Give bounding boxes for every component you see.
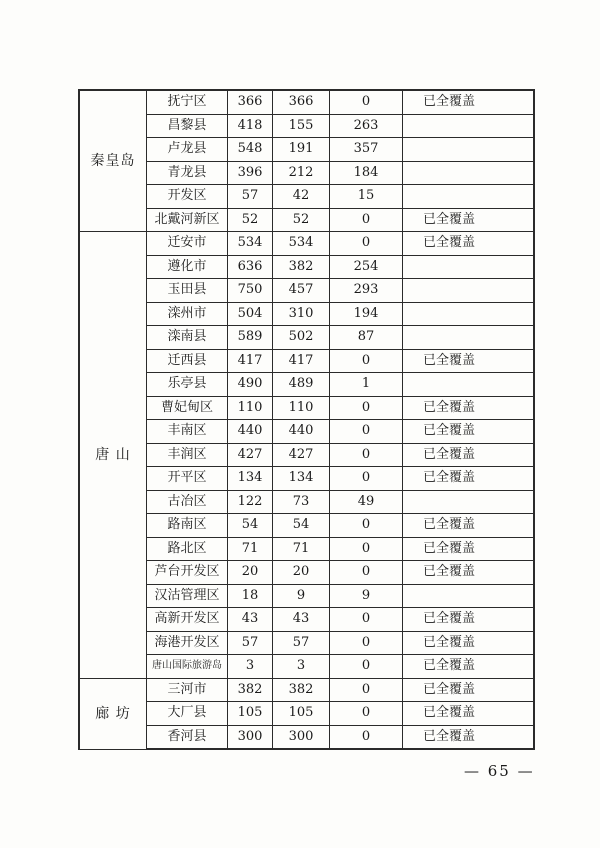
uncovered-count: 0 (330, 631, 403, 655)
table-row (79, 537, 534, 561)
total-count: 396 (228, 161, 273, 185)
county-name: 唐山国际旅游岛 (147, 655, 228, 679)
covered-count: 417 (273, 349, 330, 373)
county-name: 芦台开发区 (147, 561, 228, 585)
table-row (79, 208, 534, 232)
table-row (79, 90, 534, 114)
covered-count: 73 (273, 490, 330, 514)
uncovered-count: 0 (330, 514, 403, 538)
county-name: 开平区 (147, 467, 228, 491)
total-count: 300 (228, 725, 273, 749)
table-row (79, 185, 534, 209)
covered-count: 212 (273, 161, 330, 185)
coverage-note: 已全覆盖 (403, 208, 535, 232)
total-count: 418 (228, 114, 273, 138)
coverage-note (403, 302, 535, 326)
coverage-note (403, 255, 535, 279)
county-name: 昌黎县 (147, 114, 228, 138)
table-row (79, 514, 534, 538)
covered-count: 502 (273, 326, 330, 350)
table-row (79, 702, 534, 726)
page-number: — 65 — (464, 762, 535, 780)
county-name: 路北区 (147, 537, 228, 561)
total-count: 382 (228, 678, 273, 702)
table-row (79, 584, 534, 608)
covered-count: 71 (273, 537, 330, 561)
uncovered-count: 1 (330, 373, 403, 397)
total-count: 366 (228, 90, 273, 114)
uncovered-count: 0 (330, 232, 403, 256)
coverage-note: 已全覆盖 (403, 349, 535, 373)
table-row (79, 490, 534, 514)
covered-count: 534 (273, 232, 330, 256)
covered-count: 134 (273, 467, 330, 491)
table-row (79, 420, 534, 444)
total-count: 490 (228, 373, 273, 397)
covered-count: 52 (273, 208, 330, 232)
coverage-note (403, 185, 535, 209)
county-name: 高新开发区 (147, 608, 228, 632)
uncovered-count: 184 (330, 161, 403, 185)
county-name: 海港开发区 (147, 631, 228, 655)
coverage-note: 已全覆盖 (403, 232, 535, 256)
uncovered-count: 0 (330, 420, 403, 444)
total-count: 589 (228, 326, 273, 350)
uncovered-count: 0 (330, 702, 403, 726)
county-name: 乐亭县 (147, 373, 228, 397)
county-name: 丰南区 (147, 420, 228, 444)
covered-count: 57 (273, 631, 330, 655)
county-name: 开发区 (147, 185, 228, 209)
table-row (79, 373, 534, 397)
covered-count: 440 (273, 420, 330, 444)
uncovered-count: 0 (330, 537, 403, 561)
coverage-table-body (79, 90, 534, 749)
county-name: 迁安市 (147, 232, 228, 256)
covered-count: 366 (273, 90, 330, 114)
region-name: 唐 山 (79, 232, 147, 679)
total-count: 134 (228, 467, 273, 491)
uncovered-count: 0 (330, 396, 403, 420)
table-row (79, 255, 534, 279)
table-row (79, 655, 534, 679)
total-count: 18 (228, 584, 273, 608)
county-name: 北戴河新区 (147, 208, 228, 232)
uncovered-count: 9 (330, 584, 403, 608)
coverage-table (78, 89, 535, 750)
region-name: 廊 坊 (79, 678, 147, 749)
covered-count: 382 (273, 678, 330, 702)
county-name: 三河市 (147, 678, 228, 702)
covered-count: 42 (273, 185, 330, 209)
region-name: 秦皇岛 (79, 90, 147, 232)
coverage-note: 已全覆盖 (403, 467, 535, 491)
county-name: 抚宁区 (147, 90, 228, 114)
table-row (79, 467, 534, 491)
county-name: 丰润区 (147, 443, 228, 467)
coverage-note: 已全覆盖 (403, 396, 535, 420)
covered-count: 110 (273, 396, 330, 420)
uncovered-count: 0 (330, 443, 403, 467)
table-row (79, 396, 534, 420)
uncovered-count: 15 (330, 185, 403, 209)
uncovered-count: 194 (330, 302, 403, 326)
uncovered-count: 87 (330, 326, 403, 350)
table-row (79, 561, 534, 585)
table-row (79, 326, 534, 350)
county-name: 玉田县 (147, 279, 228, 303)
total-count: 20 (228, 561, 273, 585)
total-count: 105 (228, 702, 273, 726)
total-count: 122 (228, 490, 273, 514)
covered-count: 427 (273, 443, 330, 467)
coverage-note: 已全覆盖 (403, 420, 535, 444)
covered-count: 43 (273, 608, 330, 632)
covered-count: 191 (273, 138, 330, 162)
covered-count: 155 (273, 114, 330, 138)
county-name: 滦南县 (147, 326, 228, 350)
coverage-note (403, 373, 535, 397)
county-name: 卢龙县 (147, 138, 228, 162)
uncovered-count: 357 (330, 138, 403, 162)
total-count: 54 (228, 514, 273, 538)
table-row (79, 279, 534, 303)
uncovered-count: 263 (330, 114, 403, 138)
total-count: 504 (228, 302, 273, 326)
total-count: 43 (228, 608, 273, 632)
county-name: 香河县 (147, 725, 228, 749)
county-name: 青龙县 (147, 161, 228, 185)
total-count: 110 (228, 396, 273, 420)
total-count: 57 (228, 185, 273, 209)
coverage-note: 已全覆盖 (403, 655, 535, 679)
uncovered-count: 0 (330, 561, 403, 585)
uncovered-count: 0 (330, 90, 403, 114)
coverage-note: 已全覆盖 (403, 702, 535, 726)
covered-count: 310 (273, 302, 330, 326)
total-count: 548 (228, 138, 273, 162)
total-count: 3 (228, 655, 273, 679)
total-count: 71 (228, 537, 273, 561)
covered-count: 300 (273, 725, 330, 749)
table-row (79, 678, 534, 702)
total-count: 636 (228, 255, 273, 279)
county-name: 滦州市 (147, 302, 228, 326)
county-name: 汉沽管理区 (147, 584, 228, 608)
coverage-note (403, 114, 535, 138)
covered-count: 382 (273, 255, 330, 279)
uncovered-count: 0 (330, 349, 403, 373)
total-count: 427 (228, 443, 273, 467)
county-name: 迁西县 (147, 349, 228, 373)
county-name: 路南区 (147, 514, 228, 538)
coverage-note (403, 326, 535, 350)
uncovered-count: 0 (330, 467, 403, 491)
table-row (79, 443, 534, 467)
coverage-note (403, 279, 535, 303)
uncovered-count: 0 (330, 608, 403, 632)
covered-count: 105 (273, 702, 330, 726)
total-count: 417 (228, 349, 273, 373)
coverage-note (403, 490, 535, 514)
coverage-note: 已全覆盖 (403, 678, 535, 702)
uncovered-count: 49 (330, 490, 403, 514)
total-count: 52 (228, 208, 273, 232)
covered-count: 9 (273, 584, 330, 608)
total-count: 534 (228, 232, 273, 256)
table-row (79, 138, 534, 162)
table-row (79, 232, 534, 256)
table-row (79, 349, 534, 373)
table-row (79, 114, 534, 138)
table-row (79, 725, 534, 749)
uncovered-count: 0 (330, 208, 403, 232)
uncovered-count: 254 (330, 255, 403, 279)
total-count: 750 (228, 279, 273, 303)
total-count: 440 (228, 420, 273, 444)
uncovered-count: 0 (330, 678, 403, 702)
coverage-note: 已全覆盖 (403, 443, 535, 467)
covered-count: 3 (273, 655, 330, 679)
coverage-note: 已全覆盖 (403, 608, 535, 632)
uncovered-count: 0 (330, 725, 403, 749)
coverage-note (403, 161, 535, 185)
county-name: 遵化市 (147, 255, 228, 279)
table-row (79, 631, 534, 655)
total-count: 57 (228, 631, 273, 655)
coverage-note: 已全覆盖 (403, 90, 535, 114)
table-row (79, 161, 534, 185)
coverage-note (403, 584, 535, 608)
uncovered-count: 0 (330, 655, 403, 679)
covered-count: 54 (273, 514, 330, 538)
table-row (79, 608, 534, 632)
coverage-note: 已全覆盖 (403, 725, 535, 749)
uncovered-count: 293 (330, 279, 403, 303)
county-name: 曹妃甸区 (147, 396, 228, 420)
coverage-note: 已全覆盖 (403, 537, 535, 561)
table-row (79, 302, 534, 326)
county-name: 大厂县 (147, 702, 228, 726)
covered-count: 20 (273, 561, 330, 585)
covered-count: 489 (273, 373, 330, 397)
coverage-note: 已全覆盖 (403, 514, 535, 538)
coverage-note: 已全覆盖 (403, 561, 535, 585)
coverage-note: 已全覆盖 (403, 631, 535, 655)
covered-count: 457 (273, 279, 330, 303)
coverage-note (403, 138, 535, 162)
county-name: 古冶区 (147, 490, 228, 514)
